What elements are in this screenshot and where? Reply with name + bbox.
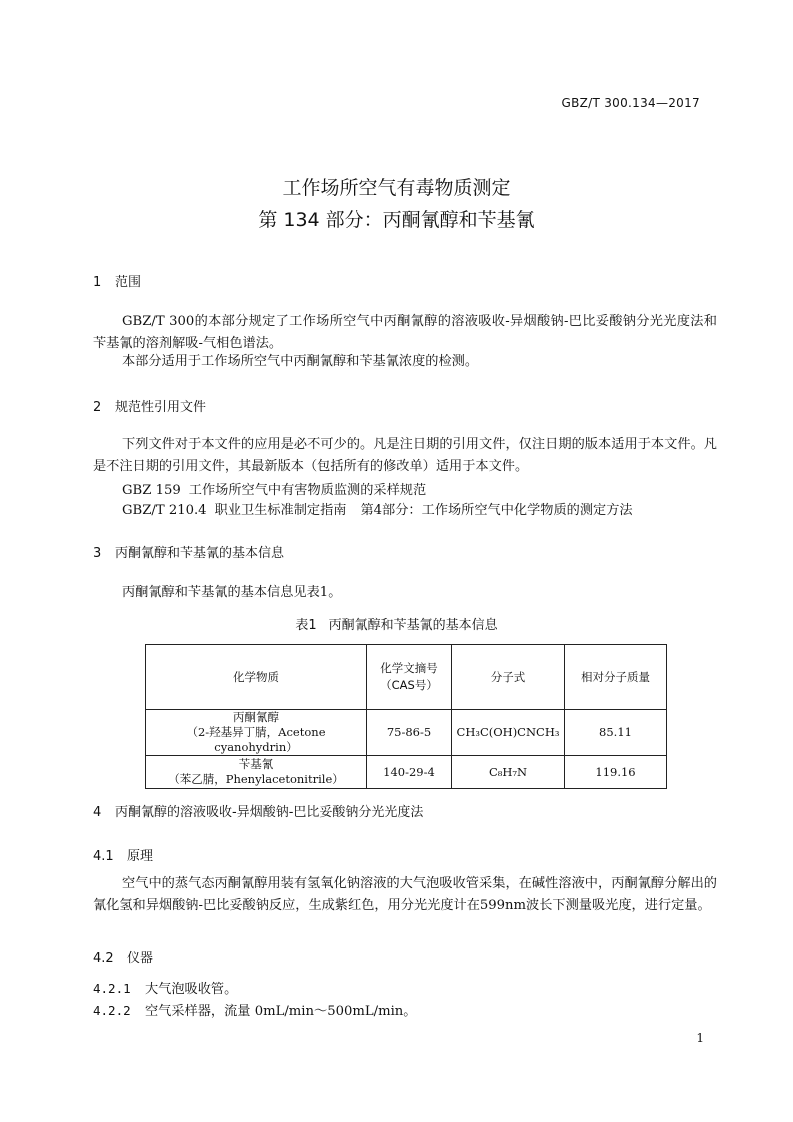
section-number: 4 <box>93 805 102 820</box>
reference-part: 第4部分：工作场所空气中化学物质的测定方法 <box>360 503 633 518</box>
table-header-row <box>146 645 667 710</box>
page-number: 1 <box>696 1031 704 1045</box>
reference-code: GBZ 159 <box>122 483 181 498</box>
header-cas <box>367 645 452 710</box>
header-cas-line1: 化学文摘号 <box>380 661 438 675</box>
section-1-paragraph-1: GBZ/T 300的本部分规定了工作场所空气中丙酮氰醇的溶液吸收-异烟酸钠-巴比妥酸钠分光光度法和苄基氰的溶剂解吸-气相色谱法。 <box>93 314 717 351</box>
header-formula: 分子式 <box>452 645 565 710</box>
item-4-2-1 <box>93 978 237 997</box>
table-row <box>146 710 667 756</box>
reference-gbz-159 <box>122 479 426 498</box>
section-title: 原理 <box>127 849 154 864</box>
standard-code: GBZ/T 300.134—2017 <box>561 96 700 110</box>
reference-code: GBZ/T 210.4 <box>122 503 207 518</box>
section-4-heading <box>93 801 423 820</box>
reference-title: 工作场所空气中有害物质监测的采样规范 <box>188 483 427 498</box>
document-title-line1: 工作场所空气有毒物质测定 <box>282 177 511 199</box>
section-number: 2 <box>93 400 102 415</box>
caption-number: 表1 <box>295 618 317 633</box>
cell-cas: 75-86-5 <box>367 710 452 756</box>
section-4-2-heading <box>93 947 153 966</box>
section-2-paragraph-1: 下列文件对于本文件的应用是必不可少的。凡是注日期的引用文件，仅注日期的版本适用于本文件。凡是不注日期的引用文件，其最新版本（包括所有的修改单）适用于本文件。 <box>93 437 717 474</box>
section-number: 4.2 <box>93 951 114 966</box>
cell-chemical <box>146 756 367 789</box>
item-text: 大气泡吸收管。 <box>145 982 238 997</box>
section-2-heading <box>93 396 206 415</box>
header-molecular-weight: 相对分子质量 <box>565 645 667 710</box>
chemical-alias: （苯乙腈，Phenylacetonitrile） <box>168 772 344 786</box>
header-chemical: 化学物质 <box>146 645 367 710</box>
cell-formula: C₈H₇N <box>452 756 565 789</box>
section-3-paragraph-1: 丙酮氰醇和苄基氰的基本信息见表1。 <box>122 585 342 600</box>
section-number: 4.1 <box>93 849 114 864</box>
cell-chemical <box>146 710 367 756</box>
header-cas-line2: （CAS号） <box>380 678 438 692</box>
cell-formula: CH₃C(OH)CNCH₃ <box>452 710 565 756</box>
cell-molecular-weight: 119.16 <box>565 756 667 789</box>
caption-title: 丙酮氰醇和苄基氰的基本信息 <box>328 618 498 633</box>
item-4-2-2 <box>93 1000 416 1019</box>
section-title: 丙酮氰醇和苄基氰的基本信息 <box>115 546 285 561</box>
section-4-1-heading <box>93 845 153 864</box>
table-row <box>146 756 667 789</box>
cell-cas: 140-29-4 <box>367 756 452 789</box>
chemical-name: 苄基氰 <box>238 757 274 771</box>
section-title: 范围 <box>115 275 142 290</box>
reference-title: 职业卫生标准制定指南 <box>214 503 347 518</box>
item-number: 4.2.2 <box>93 1003 131 1018</box>
section-title: 丙酮氰醇的溶液吸收-异烟酸钠-巴比妥酸钠分光光度法 <box>115 805 424 820</box>
section-1-heading <box>93 271 141 290</box>
table-1 <box>145 644 667 789</box>
section-number: 1 <box>93 275 102 290</box>
section-title: 规范性引用文件 <box>115 400 207 415</box>
section-1-paragraph-2: 本部分适用于工作场所空气中丙酮氰醇和苄基氰浓度的检测。 <box>122 354 479 369</box>
item-number: 4.2.1 <box>93 981 131 996</box>
section-title: 仪器 <box>127 951 154 966</box>
chemical-alias: （2-羟基异丁腈，Acetone cyanohydrin） <box>186 725 326 754</box>
section-4-1-paragraph-1: 空气中的蒸气态丙酮氰醇用装有氢氧化钠溶液的大气泡吸收管采集，在碱性溶液中，丙酮氰醇分解出的氰化氢和异烟酸钠-巴比妥酸钠反应，生成紫红色，用分光光度计在599nm波长下测量吸光度，进行定量。 <box>93 876 717 913</box>
section-number: 3 <box>93 546 102 561</box>
item-text: 空气采样器，流量 0mL/min～500mL/min。 <box>145 1004 417 1019</box>
document-title-line2: 第 134 部分：丙酮氰醇和苄基氰 <box>258 209 535 231</box>
section-3-heading <box>93 542 284 561</box>
chemical-name: 丙酮氰醇 <box>233 710 279 724</box>
reference-gbz-t-210-4 <box>122 499 633 518</box>
table-1-caption <box>0 614 793 633</box>
cell-molecular-weight: 85.11 <box>565 710 667 756</box>
